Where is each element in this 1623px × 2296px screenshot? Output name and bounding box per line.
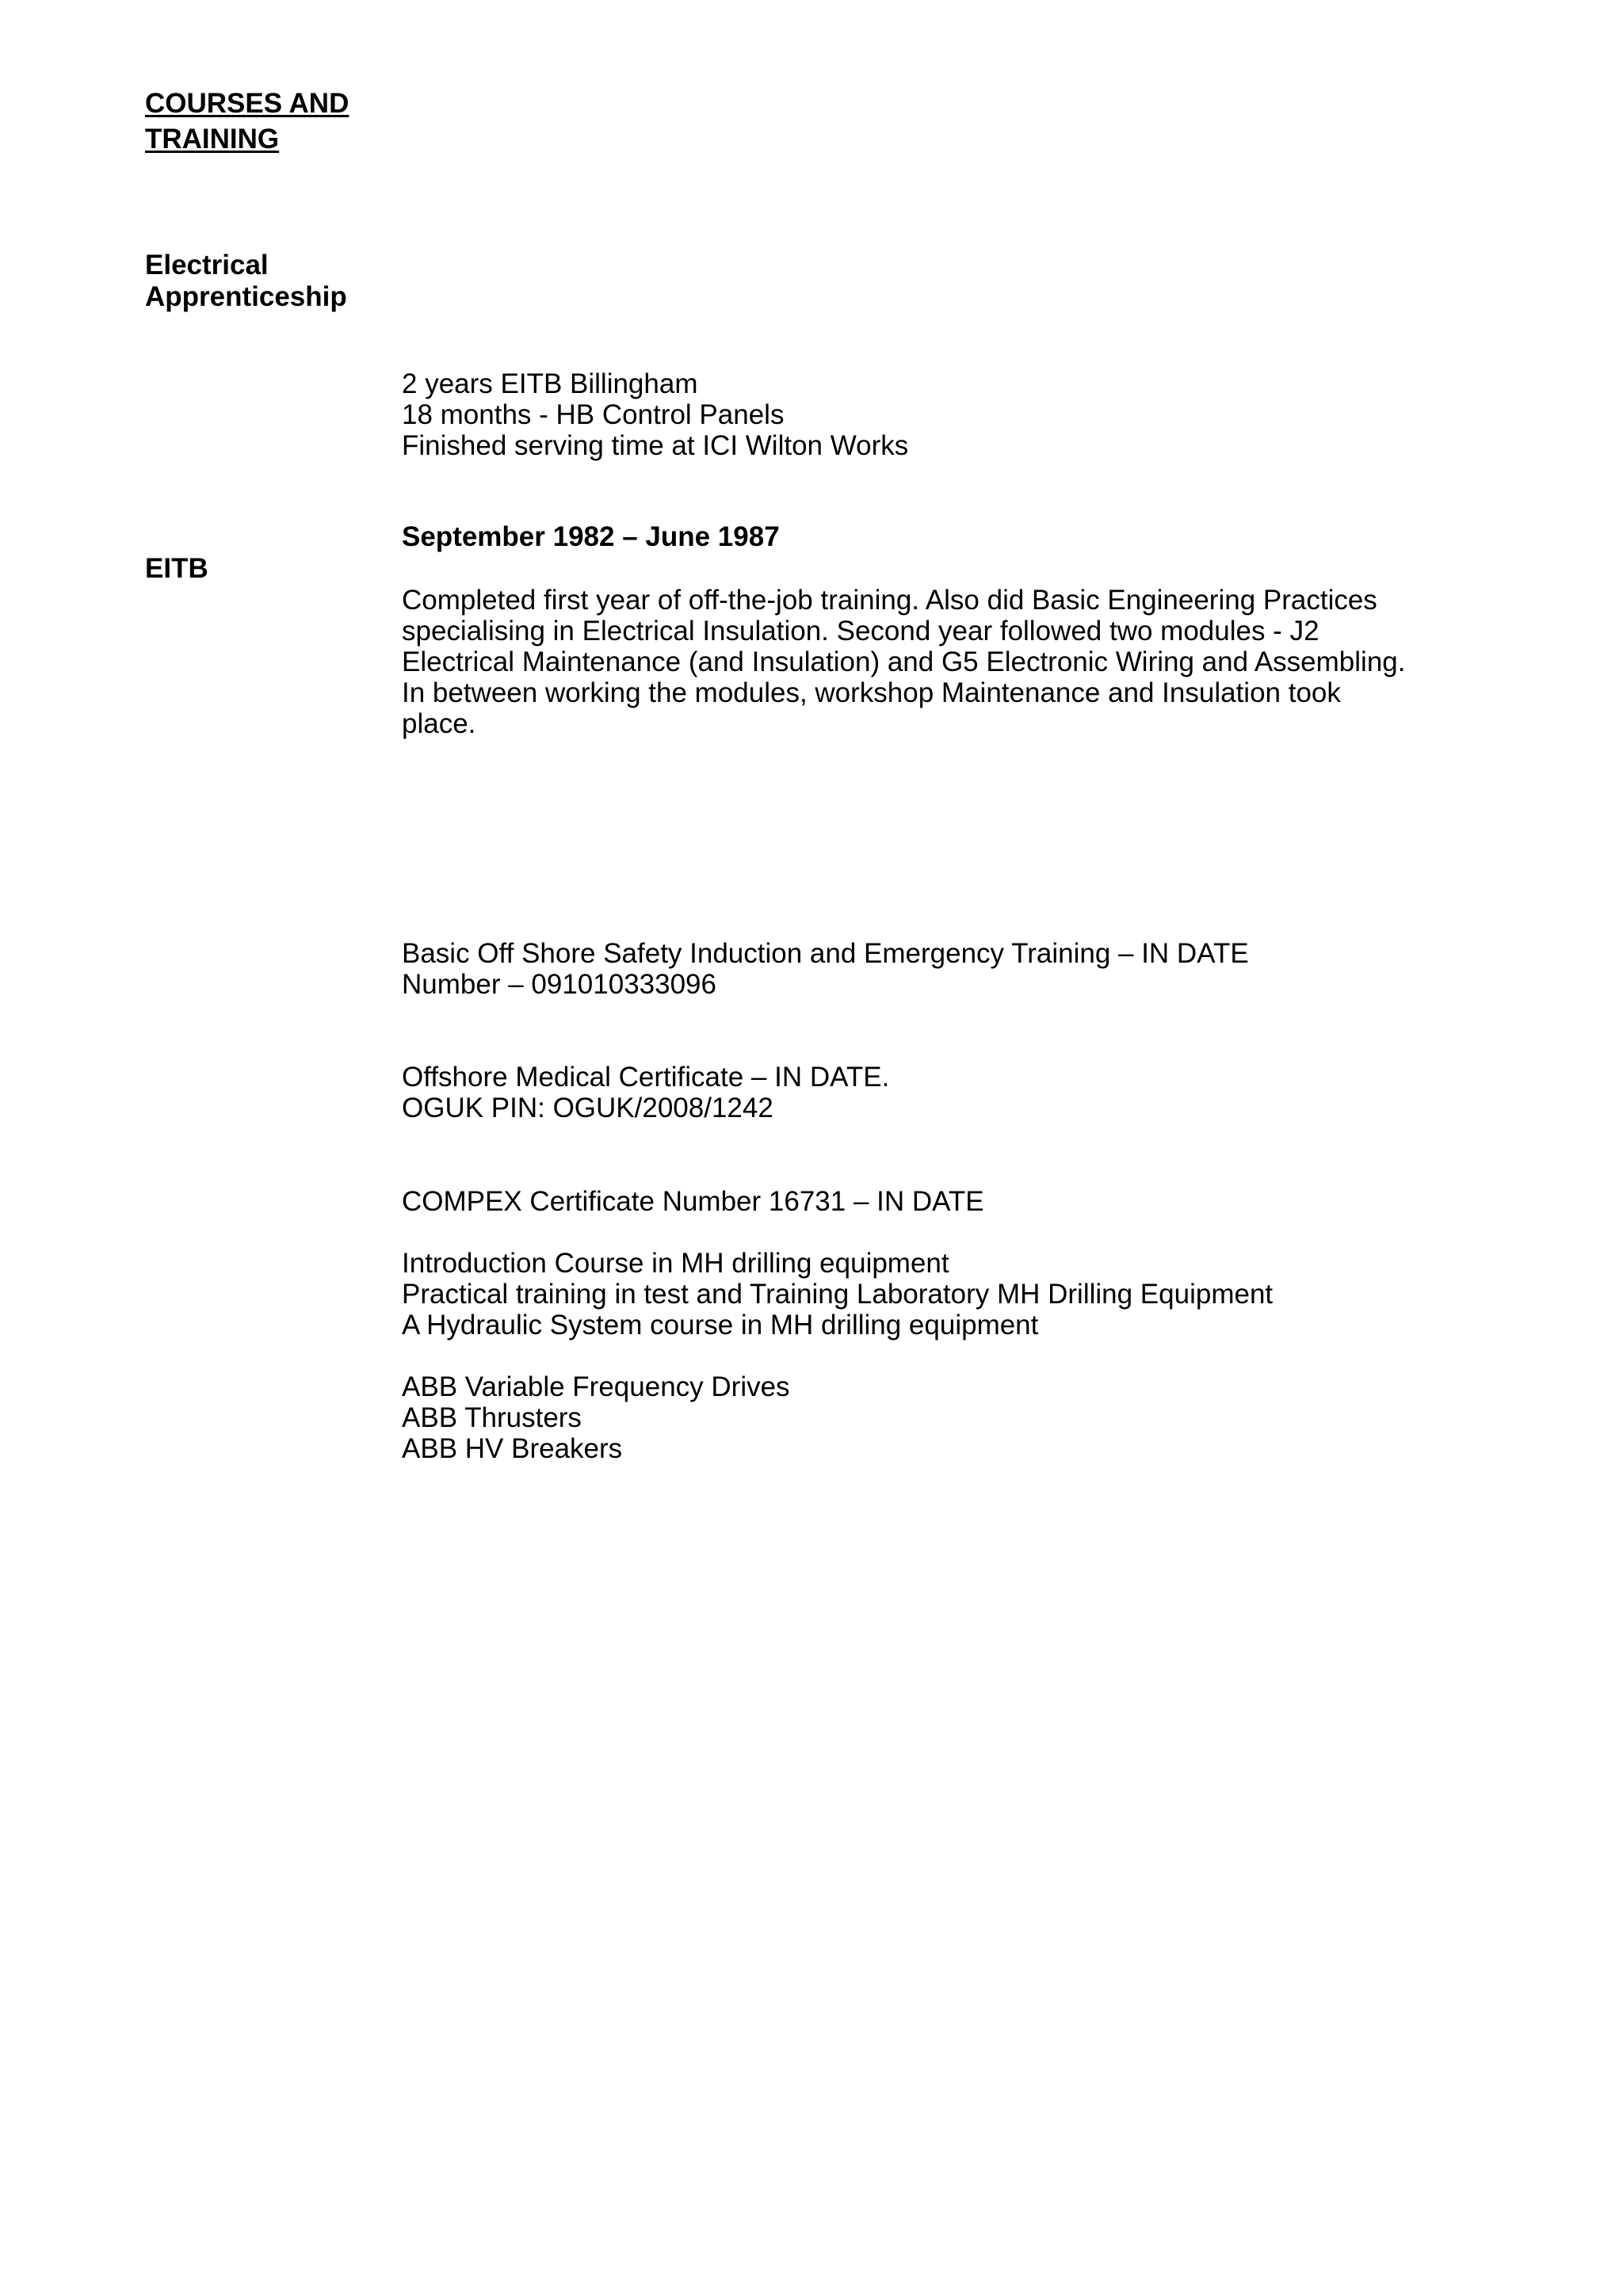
eitb-dates: September 1982 – June 1987 xyxy=(402,521,780,552)
abb-course-item: ABB HV Breakers xyxy=(402,1433,623,1464)
apprenticeship-item: Finished serving time at ICI Wilton Works xyxy=(402,430,909,461)
mh-course-item: Introduction Course in MH drilling equipment xyxy=(402,1248,949,1279)
compex-certificate: COMPEX Certificate Number 16731 – IN DATE xyxy=(402,1186,984,1217)
mh-course-item: A Hydraulic System course in MH drilling equipment xyxy=(402,1310,1039,1341)
apprenticeship-label-line-1: Electrical xyxy=(145,250,269,280)
abb-course-item: ABB Variable Frequency Drives xyxy=(402,1371,790,1402)
abb-course-item: ABB Thrusters xyxy=(402,1402,582,1433)
mh-courses xyxy=(402,1248,1464,1341)
apprenticeship-label-line-2: Apprenticeship xyxy=(145,281,347,312)
apprenticeship-details xyxy=(402,368,1464,461)
apprenticeship-label xyxy=(145,250,383,313)
bosiet-title: Basic Off Shore Safety Induction and Emergency Training – IN DATE xyxy=(402,938,1249,969)
eitb-label: EITB xyxy=(145,553,208,584)
bosiet-certificate xyxy=(402,938,1464,1000)
bosiet-number: Number – 091010333096 xyxy=(402,969,716,1000)
section-heading xyxy=(145,86,399,157)
apprenticeship-item: 18 months - HB Control Panels xyxy=(402,399,785,430)
mh-course-item: Practical training in test and Training Laboratory MH Drilling Equipment xyxy=(402,1279,1274,1310)
medical-pin: OGUK PIN: OGUK/2008/1242 xyxy=(402,1093,773,1123)
medical-title: Offshore Medical Certificate – IN DATE. xyxy=(402,1062,890,1093)
apprenticeship-item: 2 years EITB Billingham xyxy=(402,368,698,399)
medical-certificate xyxy=(402,1062,1464,1123)
abb-courses xyxy=(402,1371,1464,1464)
eitb-description: Completed first year of off-the-job training. Also did Basic Engineering Practices specialising in Electrical Insulation. Second year followed two modules - J2 Electrical Maintenance (and Insulation) and G5 Electronic Wiring and Assembling. In between working the modules, workshop Maintenance and Insulation took place. xyxy=(402,585,1406,739)
section-heading-line-1: COURSES AND xyxy=(145,88,349,119)
section-heading-line-2: TRAINING xyxy=(145,124,280,154)
